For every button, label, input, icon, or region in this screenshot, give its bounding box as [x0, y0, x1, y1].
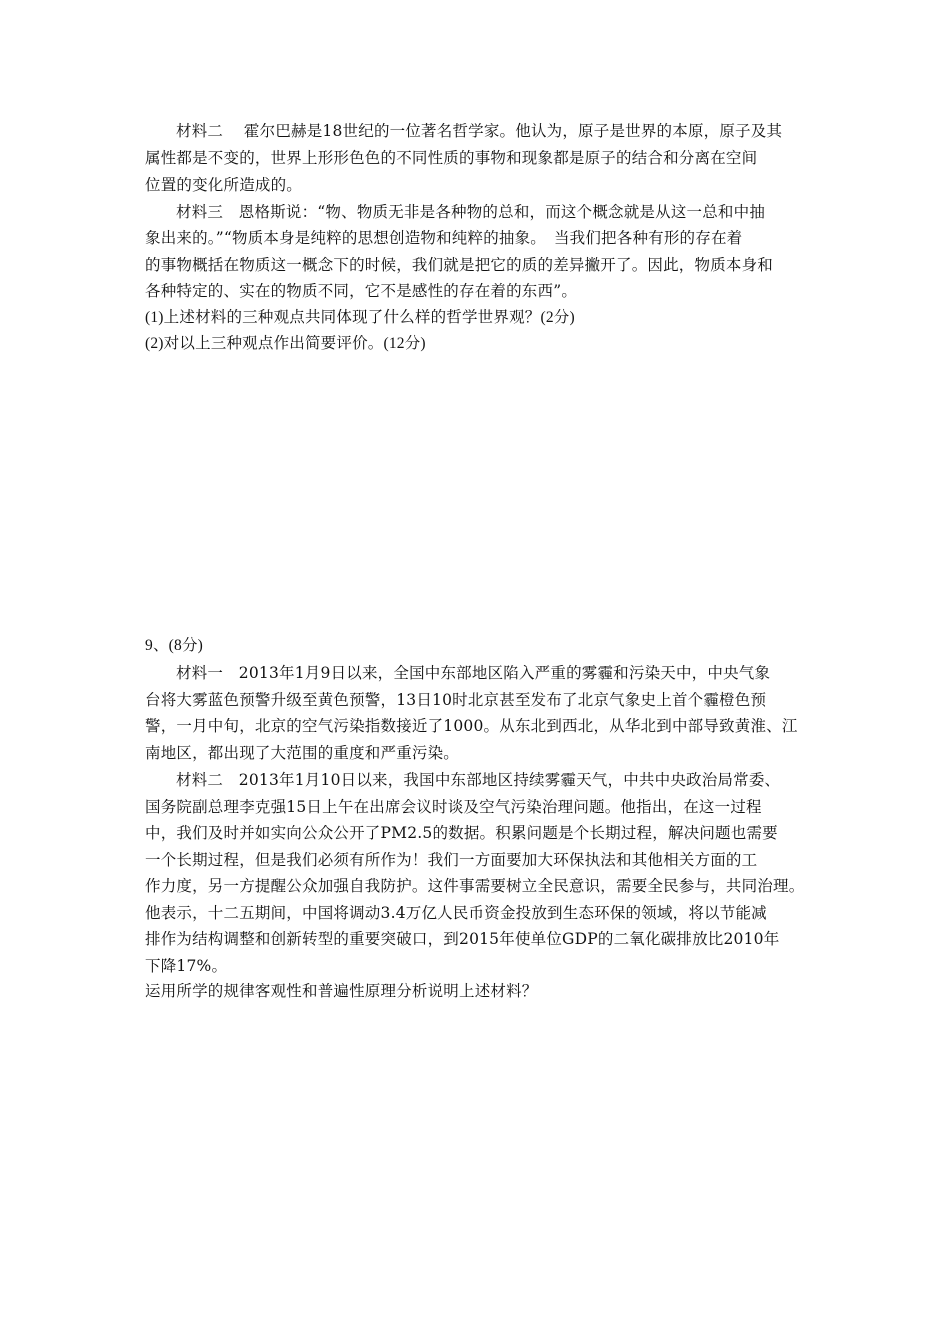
- question-9-heading: 9、(8分): [145, 637, 204, 654]
- question-1: (1)上述材料的三种观点共同体现了什么样的哲学世界观？(2分): [145, 309, 575, 326]
- material3-line-1: 材料三 恩格斯说：“物、物质无非是各种物的总和，而这个概念就是从这一总和中抽: [176, 203, 766, 221]
- material3-line-2: 象出来的。”“物质本身是纯粹的思想创造物和纯粹的抽象。 当我们把各种有形的存在着: [145, 229, 743, 247]
- b-material2-line-8: 下降17%。: [145, 957, 228, 975]
- material2-line-1: 材料二 霍尔巴赫是18世纪的一位著名哲学家。他认为，原子是世界的本原，原子及其: [176, 122, 783, 140]
- material3-line-4: 各种特定的、实在的物质不同，它不是感性的存在着的东西”。: [145, 282, 578, 300]
- b-material2-line-4: 一个长期过程，但是我们必须有所作为！我们一方面要加大环保执法和其他相关方面的工: [145, 851, 758, 869]
- b-material2-line-7: 排作为结构调整和创新转型的重要突破口，到2015年使单位GDP的二氧化碳排放比2010年: [145, 930, 780, 948]
- question-2: (2)对以上三种观点作出简要评价。(12分): [145, 335, 426, 352]
- b-material1-line-3: 警，一月中旬，北京的空气污染指数接近了1000。从东北到西北，从华北到中部导致黄淮、江: [145, 717, 798, 735]
- b-material2-line-5: 作力度，另一方提醒公众加强自我防护。这件事需要树立全民意识，需要全民参与，共同治理。: [145, 877, 805, 895]
- b-material1-line-1: 材料一 2013年1月9日以来，全国中东部地区陷入严重的雾霾和污染天中，中央气象: [176, 664, 771, 682]
- b-material2-line-6: 他表示，十二五期间，中国将调动3.4万亿人民币资金投放到生态环保的领域，将以节能减: [145, 904, 767, 922]
- b-material1-line-4: 南地区，都出现了大范围的重度和严重污染。: [145, 744, 460, 762]
- material2-line-2: 属性都是不变的，世界上形形色色的不同性质的事物和现象都是原子的结合和分离在空间: [145, 149, 758, 167]
- b-material1-line-2: 台将大雾蓝色预警升级至黄色预警，13日10时北京甚至发布了北京气象史上首个霾橙色预: [145, 691, 767, 709]
- b-material2-line-3: 中，我们及时并如实向公众公开了PM2.5的数据。积累问题是个长期过程，解决问题也需要: [145, 824, 778, 842]
- material2-line-3: 位置的变化所造成的。: [145, 176, 303, 194]
- b-material2-line-2: 国务院副总理李克强15日上午在出席会议时谈及空气污染治理问题。他指出，在这一过程: [145, 798, 762, 816]
- question-9-prompt: 运用所学的规律客观性和普遍性原理分析说明上述材料？: [145, 983, 538, 1000]
- b-material2-line-1: 材料二 2013年1月10日以来，我国中东部地区持续雾霾天气，中共中央政治局常委、: [176, 771, 781, 789]
- material3-line-3: 的事物概括在物质这一概念下的时候，我们就是把它的质的差异撇开了。因此，物质本身和: [145, 256, 774, 274]
